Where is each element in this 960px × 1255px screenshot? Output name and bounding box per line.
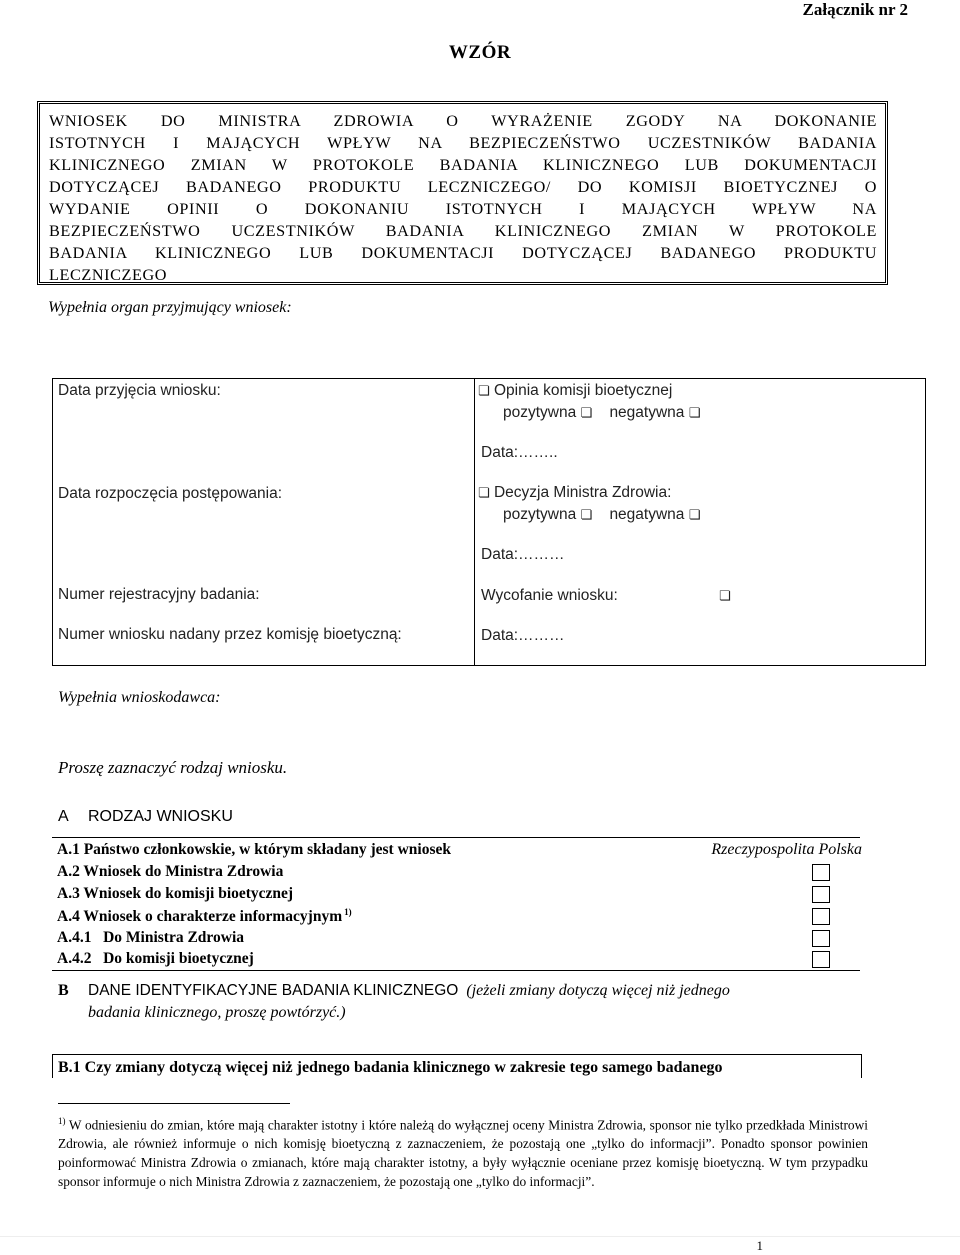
instruction-text: Proszę zaznaczyć rodzaj wniosku. xyxy=(58,758,288,777)
decision-positive-checkbox[interactable]: ❏ xyxy=(580,508,593,523)
table-divider xyxy=(474,379,475,665)
a4-row xyxy=(57,907,352,926)
a41-label: A.4.1 Do Ministra Zdrowia xyxy=(57,929,245,946)
a3-row xyxy=(57,885,293,903)
title-line: DOTYCZĄCEJ BADANEGO PRODUKTU LECZNICZEGO/ DO KOMISJI BIOETYCZNEJ O xyxy=(49,178,877,196)
a2-label: A.2 Wniosek do Ministra Zdrowia xyxy=(57,863,284,880)
withdrawal-label: Wycofanie wniosku: xyxy=(481,587,618,604)
negative-label: negatywna xyxy=(609,506,685,523)
footnote-text: W odniesieniu do zmian, które mają charakter istotny i które należą do wyłącznej oceny Ministra Zdrowia, sponsor nie tylko przedkłada Ministrowi Zdrowia, ale również informuje o nich komisję bioetyczną z zaznaczeniem, że pozostają one „tylko do informacji”. Ponadto sponsor powinien poinformować Ministra Zdrowia o zmianach, które mają charakter istotny, a były wyłącznie oceniane przez komisję bioetyczną. W tym przypadku sponsor informuje o nich Ministra Zdrowia z zaznaczeniem, że pozostają one „tylko do informacji”. xyxy=(58,1117,869,1190)
footnote-rule xyxy=(58,1103,290,1104)
page-bottom-rule xyxy=(0,1236,960,1237)
title-line: WNIOSEK DO MINISTRA ZDROWIA O WYRAŻENIE ZGODY NA DOKONANIE xyxy=(49,112,877,130)
application-type-table xyxy=(52,837,860,971)
opinion-date-field[interactable]: Data:…….. xyxy=(481,444,558,461)
a4-label: A.4 Wniosek o charakterze informacyjnym xyxy=(57,908,343,926)
withdrawal-date-field[interactable]: Data:……… xyxy=(481,627,565,644)
title-line: WYDANIE OPINII O DOKONANIU ISTOTNYCH I MAJĄCYCH WPŁYW NA xyxy=(49,200,877,218)
b1-question: B.1 Czy zmiany dotyczą więcej niż jednego badania klinicznego w zakresie tego samego badanego xyxy=(52,1054,862,1078)
section-a-title: RODZAJ WNIOSKU xyxy=(88,808,233,825)
receiver-section-label: Wypełnia organ przyjmujący wniosek: xyxy=(48,299,292,316)
date-started-field[interactable]: Data rozpoczęcia postępowania: xyxy=(58,485,283,502)
decision-checkbox[interactable]: ❏ xyxy=(478,486,490,501)
a42-row xyxy=(57,950,254,968)
opinion-negative-checkbox[interactable]: ❏ xyxy=(688,406,701,421)
a3-checkbox[interactable] xyxy=(812,886,830,903)
a41-checkbox[interactable] xyxy=(812,930,830,947)
a2-row xyxy=(57,863,283,881)
a4-checkbox[interactable] xyxy=(812,908,830,925)
section-a-heading xyxy=(58,808,233,826)
opinion-label: Opinia komisji bioetycznej xyxy=(493,382,673,399)
opinion-options xyxy=(503,404,700,422)
a2-checkbox[interactable] xyxy=(812,864,830,881)
positive-label: pozytywna xyxy=(503,404,577,421)
title-line: BEZPIECZEŃSTWO UCZESTNIKÓW BADANIA KLINICZNEGO ZMIAN W PROTOKOLE xyxy=(49,222,877,240)
footnote xyxy=(58,1112,868,1191)
section-a-letter: A xyxy=(58,808,69,825)
decision-date-field[interactable]: Data:……… xyxy=(481,546,565,563)
section-b-letter: B xyxy=(58,982,69,999)
member-state-value: Rzeczypospolita Polska xyxy=(711,841,862,858)
form-title-box xyxy=(37,101,888,285)
a41-row xyxy=(57,929,244,947)
a42-label: A.4.2 Do komisji bioetycznej xyxy=(57,950,254,967)
decision-row xyxy=(478,484,671,502)
positive-label: pozytywna xyxy=(503,506,577,523)
a4-footnote-ref: 1) xyxy=(344,907,352,917)
committee-number-field[interactable]: Numer wniosku nadany przez komisję bioetyczną: xyxy=(58,626,402,643)
page-number: 1 xyxy=(756,1238,763,1253)
a1-row xyxy=(57,841,451,859)
registry-table xyxy=(52,378,926,666)
title-line: ISTOTNYCH I MAJĄCYCH WPŁYW NA BEZPIECZEŃSTWO UCZESTNIKÓW BADANIA xyxy=(49,134,877,152)
section-b-heading xyxy=(58,980,878,1024)
attachment-label: Załącznik nr 2 xyxy=(802,0,908,19)
date-received-field[interactable]: Data przyjęcia wniosku: xyxy=(58,382,221,399)
applicant-section-label: Wypełnia wnioskodawca: xyxy=(58,689,221,706)
a1-label: A.1 Państwo członkowskie, w którym składany jest wniosek xyxy=(57,841,451,858)
title-line: BADANIA KLINICZNEGO LUB DOKUMENTACJI DOTYCZĄCEJ BADANEGO PRODUKTU xyxy=(49,244,877,262)
footnote-marker: 1) xyxy=(58,1116,66,1126)
negative-label: negatywna xyxy=(609,404,685,421)
a3-label: A.3 Wniosek do komisji bioetycznej xyxy=(57,885,294,902)
decision-negative-checkbox[interactable]: ❏ xyxy=(688,508,701,523)
decision-label: Decyzja Ministra Zdrowia: xyxy=(493,484,672,501)
section-b-note: (jeżeli zmiany dotyczą więcej niż jednego xyxy=(466,982,730,999)
title-line: LECZNICZEGO xyxy=(49,266,168,284)
withdrawal-checkbox[interactable]: ❏ xyxy=(719,589,731,604)
a42-checkbox[interactable] xyxy=(812,951,830,968)
decision-options xyxy=(503,506,700,524)
section-b-title: DANE IDENTYFIKACYJNE BADANIA KLINICZNEGO xyxy=(88,982,459,999)
opinion-checkbox[interactable]: ❏ xyxy=(478,384,490,399)
section-b-note-cont: badania klinicznego, proszę powtórzyć.) xyxy=(88,1004,346,1021)
registration-number-field[interactable]: Numer rejestracyjny badania: xyxy=(58,586,260,603)
opinion-positive-checkbox[interactable]: ❏ xyxy=(580,406,593,421)
opinion-row xyxy=(478,382,672,400)
template-label: WZÓR xyxy=(448,42,512,63)
title-line: KLINICZNEGO ZMIAN W PROTOKOLE BADANIA KLINICZNEGO LUB DOKUMENTACJI xyxy=(49,156,877,174)
